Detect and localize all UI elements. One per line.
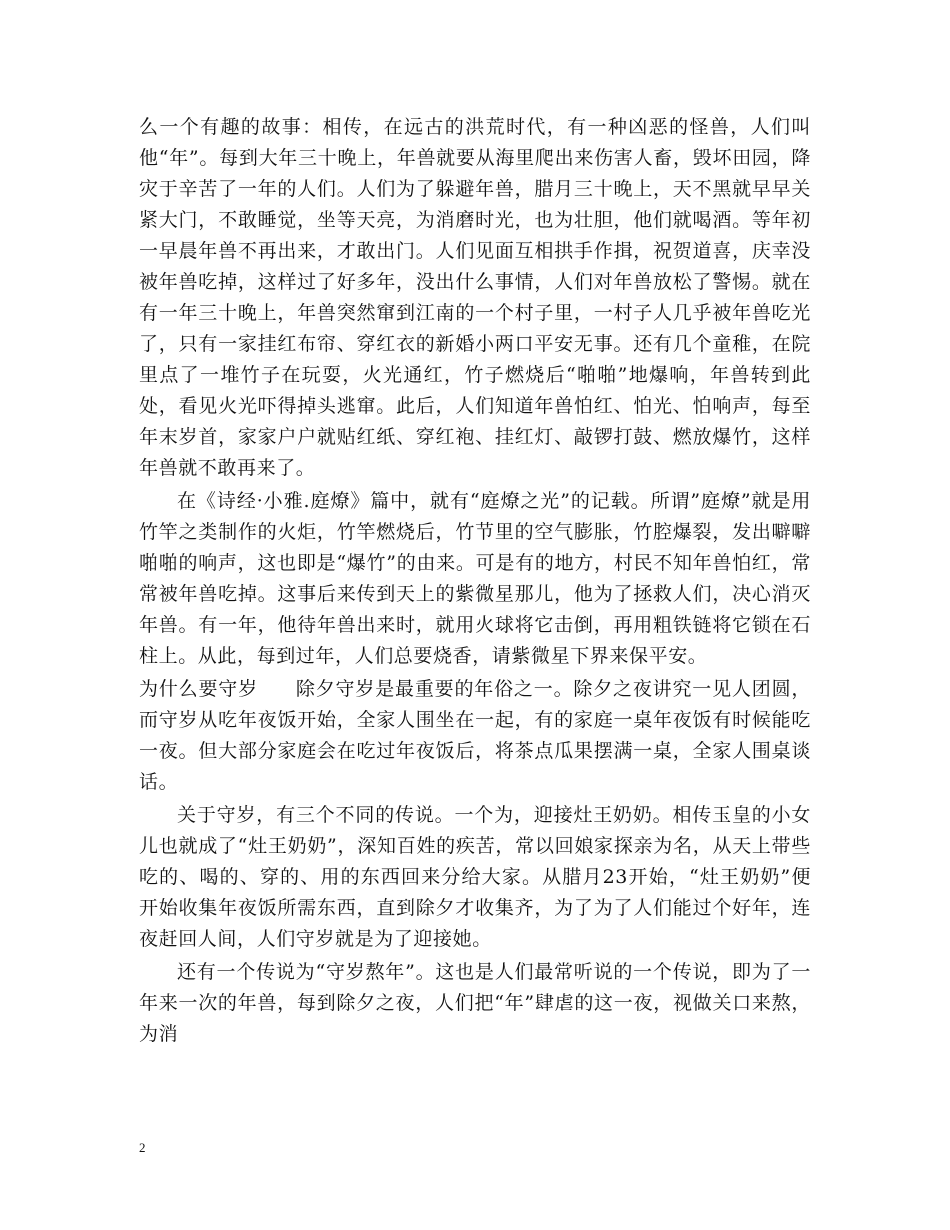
paragraph-text: 在《诗经·小雅.庭燎》篇中，就有“庭燎之光”的记载。所谓”庭燎”就是用竹竿之类制作的火炬，竹竿燃烧后，竹节里的空气膨胀，竹腔爆裂，发出噼噼啪啪的响声，这也即是“爆竹”的由来。可是有的地方，村民不知年兽怕红，常常被年兽吃掉。这事后来传到天上的紫微星那儿，他为了拯救人们，决心消灭年兽。有一年，他待年兽出来时，就用火球将它击倒，再用粗铁链将它锁在石柱上。从此，每到过年，人们总要烧香，请紫微星下界来保平安。 bbox=[139, 490, 811, 667]
paragraph-text: 关于守岁，有三个不同的传说。一个为，迎接灶王奶奶。相传玉皇的小女儿也就成了“灶王奶奶”，深知百姓的疾苦，常以回娘家探亲为名，从天上带些吃的、喝的、穿的、用的东西回来分给大家。从腊月23开始，“灶王奶奶”便开始收集年夜饭所需东西，直到除夕才收集齐，为了为了人们能过个好年，连夜赶回人间，人们守岁就是为了迎接她。 bbox=[139, 804, 811, 950]
paragraph-shijing-tingliao bbox=[139, 486, 811, 672]
page-number: 2 bbox=[139, 1140, 146, 1155]
paragraph-text: 还有一个传说为“守岁熬年”。这也是人们最常听说的一个传说，即为了一年来一次的年兽，每到除夕之夜，人们把“年”肆虐的这一夜，视做关口来熬，为消 bbox=[139, 961, 811, 1045]
paragraph-text: 除夕守岁是最重要的年俗之一。除夕之夜讲究一见人团圆，而守岁从吃年夜饭开始，全家人围坐在一起，有的家庭一桌年夜饭有时候能吃一夜。但大部分家庭会在吃过年夜饭后，将茶点瓜果摆满一桌，全家人围桌谈话。 bbox=[139, 678, 811, 793]
paragraph-shousui-aonian bbox=[139, 957, 811, 1050]
paragraph-zaowang-legend bbox=[139, 800, 811, 955]
paragraph-shousui-intro bbox=[139, 674, 811, 798]
paragraph-nian-legend bbox=[139, 112, 811, 484]
section-heading: 为什么要守岁 bbox=[139, 678, 258, 700]
paragraph-text: 么一个有趣的故事：相传，在远古的洪荒时代，有一种凶恶的怪兽，人们叫他“年”。每到大年三十晚上，年兽就要从海里爬出来伤害人畜，毁坏田园，降灾于辛苦了一年的人们。人们为了躲避年兽，腊月三十晚上，天不黑就早早关紧大门，不敢睡觉，坐等天亮，为消磨时光，也为壮胆，他们就喝酒。等年初一早晨年兽不再出来，才敢出门。人们见面互相拱手作揖，祝贺道喜，庆幸没被年兽吃掉，这样过了好多年，没出什么事情，人们对年兽放松了警惕。就在有一年三十晚上，年兽突然窜到江南的一个村子里，一村子人几乎被年兽吃光了，只有一家挂红布帘、穿红衣的新婚小两口平安无事。还有几个童稚，在院里点了一堆竹子在玩耍，火光通红，竹子燃烧后“啪啪”地爆响，年兽转到此处，看见火光吓得掉头逃窜。此后，人们知道年兽怕红、怕光、怕响声，每至年末岁首，家家户户就贴红纸、穿红袍、挂红灯、敲锣打鼓、燃放爆竹，这样年兽就不敢再来了。 bbox=[139, 116, 811, 479]
document-body bbox=[139, 112, 811, 1050]
